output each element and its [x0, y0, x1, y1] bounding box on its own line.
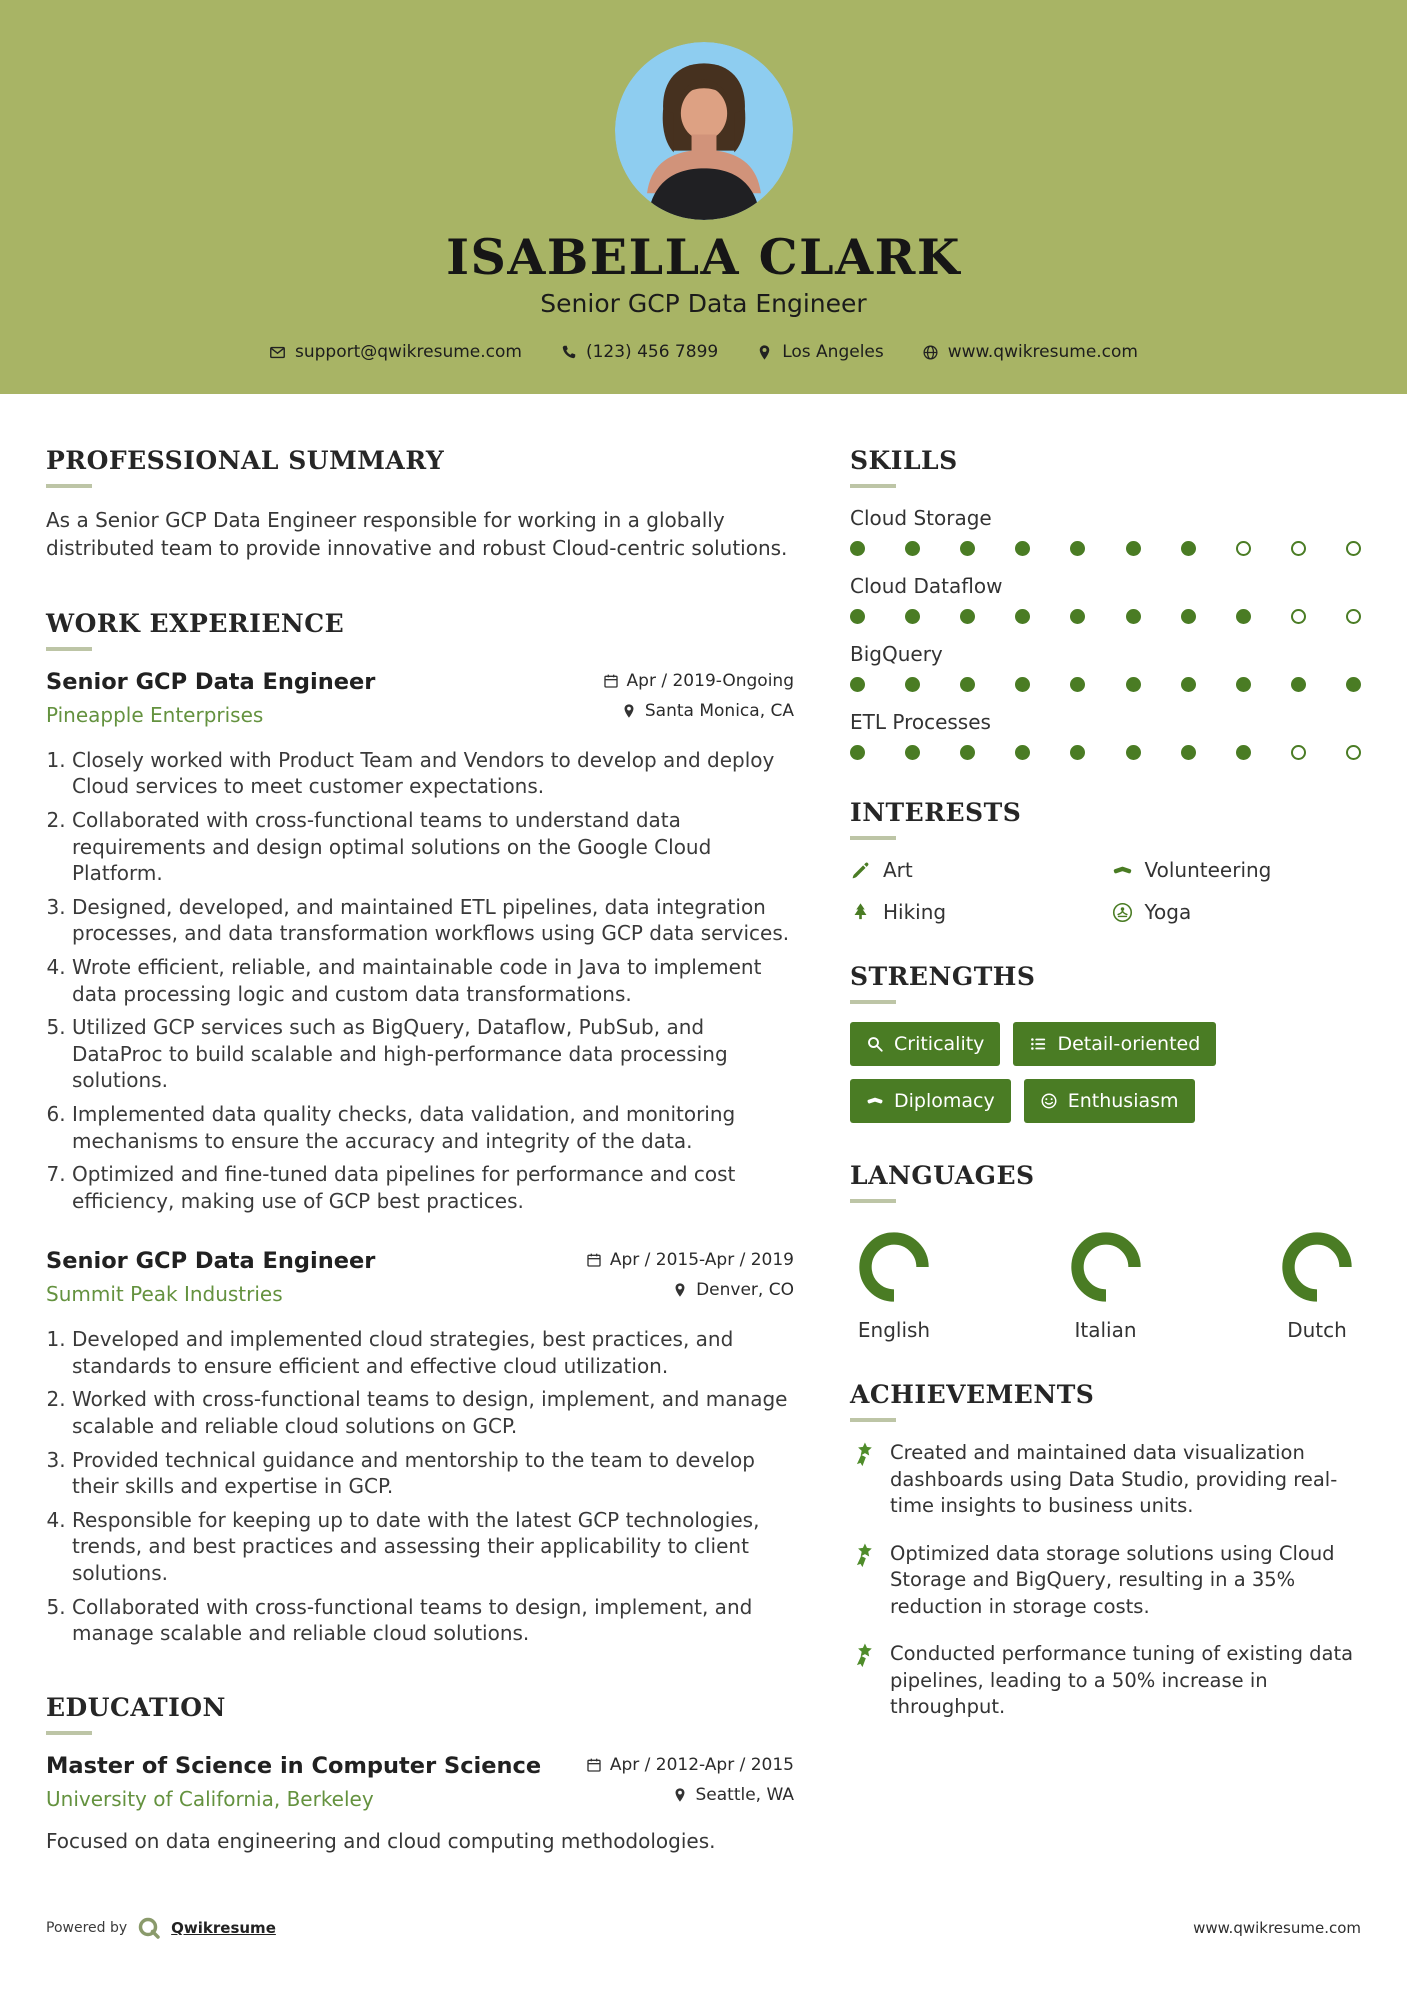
skill-dot	[905, 677, 920, 692]
job-bullet-list	[46, 1326, 794, 1647]
heading-underline	[850, 1418, 896, 1422]
education-title-block	[46, 1753, 541, 1811]
job-dates	[586, 1250, 794, 1270]
contact-location	[756, 342, 884, 362]
skill-dot	[850, 745, 865, 760]
language-level-ring	[1279, 1229, 1355, 1305]
section-heading: WORK EXPERIENCE	[46, 608, 345, 638]
skill-dot	[1070, 677, 1085, 692]
skill-dot	[1070, 745, 1085, 760]
yoga-icon	[1112, 902, 1133, 923]
skill-dot	[1126, 745, 1141, 760]
contact-phone-text: (123) 456 7899	[585, 342, 719, 363]
job-location	[586, 1280, 794, 1300]
award-icon	[850, 1441, 877, 1468]
education-location	[586, 1785, 794, 1805]
phone-icon	[560, 344, 577, 361]
skill-dot	[1291, 745, 1306, 760]
section-heading: PROFESSIONAL SUMMARY	[46, 446, 445, 475]
map-pin-icon	[621, 703, 637, 719]
section-achievements	[850, 1380, 1361, 1721]
job-header	[46, 1248, 794, 1310]
experience-bullet: 1. Developed and implemented cloud strategies, best practices, and standards to ensure efficient and effective cloud utilization.	[72, 1326, 794, 1379]
handshake-icon	[866, 1092, 884, 1110]
skill-dot	[1291, 609, 1306, 624]
contact-phone	[560, 342, 718, 362]
skill-level-dots	[850, 745, 1361, 760]
section-professional-summary	[46, 446, 794, 563]
section-strengths	[850, 962, 1361, 1123]
handshake-icon	[1112, 860, 1133, 881]
strength-label: Diplomacy	[894, 1090, 995, 1112]
interest-label: Art	[883, 858, 913, 882]
interest-item	[850, 858, 1100, 882]
skill-dot	[1346, 745, 1361, 760]
globe-icon	[922, 344, 939, 361]
heading-underline	[46, 484, 92, 488]
avatar-photo	[615, 42, 793, 220]
footer	[0, 1916, 1407, 1990]
interest-item	[1112, 858, 1362, 882]
person-name: ISABELLA CLARK	[446, 228, 961, 286]
language-item	[856, 1229, 932, 1342]
skill-level-dots	[850, 541, 1361, 556]
experience-bullet: 4. Responsible for keeping up to date with the latest GCP technologies, trends, and best practices and assessing their applicability to client solutions.	[72, 1507, 794, 1587]
skill-dot	[960, 541, 975, 556]
heading-underline	[850, 836, 896, 840]
strength-badge	[1013, 1022, 1216, 1066]
achievement-item	[850, 1541, 1361, 1621]
skill-dot	[905, 609, 920, 624]
pine-tree-icon	[850, 902, 871, 923]
achievement-item	[850, 1641, 1361, 1721]
school-name: University of California, Berkeley	[46, 1786, 374, 1811]
skill-dot	[1181, 609, 1196, 624]
skill-level-dots	[850, 609, 1361, 624]
skill-dot	[1070, 609, 1085, 624]
skill-dot	[1346, 609, 1361, 624]
smiley-icon	[1040, 1092, 1058, 1110]
envelope-icon	[269, 344, 286, 361]
education-header	[46, 1753, 794, 1815]
contact-location-text: Los Angeles	[782, 342, 884, 363]
main-content	[0, 446, 1407, 1853]
contact-email	[269, 342, 522, 362]
section-heading: INTERESTS	[850, 798, 1022, 827]
skill-item	[850, 710, 1361, 760]
skill-dot	[1291, 541, 1306, 556]
skill-dot	[1181, 677, 1196, 692]
strength-label: Detail-oriented	[1057, 1033, 1201, 1055]
section-languages	[850, 1161, 1361, 1342]
skill-name: BigQuery	[850, 642, 943, 666]
skill-item	[850, 642, 1361, 692]
award-icon	[850, 1642, 877, 1669]
section-heading: EDUCATION	[46, 1692, 226, 1722]
qwikresume-brand-link[interactable]: Qwikresume	[171, 1919, 276, 1937]
powered-by-label: Powered by	[46, 1920, 128, 1936]
section-education	[46, 1693, 794, 1853]
skill-dot	[1346, 541, 1361, 556]
experience-bullet: 5. Utilized GCP services such as BigQuery, Dataflow, PubSub, and DataProc to build scalable and high-performance data processing solutions.	[72, 1014, 794, 1094]
interest-item	[850, 900, 1100, 924]
language-item	[1068, 1229, 1144, 1342]
qwikresume-logo-icon	[137, 1916, 161, 1940]
skill-dot	[1236, 541, 1251, 556]
section-heading: SKILLS	[850, 446, 958, 475]
contact-row	[269, 342, 1138, 362]
experience-bullet: 1. Closely worked with Product Team and Vendors to develop and deploy Cloud services to meet customer expectations.	[72, 747, 794, 800]
job-entry	[46, 669, 794, 1215]
achievement-text: Optimized data storage solutions using Cloud Storage and BigQuery, resulting in a 35% reduction in storage costs.	[890, 1541, 1335, 1618]
strength-row	[850, 1079, 1361, 1123]
job-title: Senior GCP Data Engineer	[46, 668, 376, 695]
skill-dot	[1291, 677, 1306, 692]
experience-bullet: 7. Optimized and fine-tuned data pipelines for performance and cost efficiency, making use of GCP best practices.	[72, 1161, 794, 1214]
experience-bullet: 3. Provided technical guidance and mentorship to the team to develop their skills and expertise in GCP.	[72, 1447, 794, 1500]
achievement-text: Created and maintained data visualization dashboards using Data Studio, providing real-time insights to business units.	[890, 1441, 1338, 1518]
skill-dot	[1181, 541, 1196, 556]
footer-site-link[interactable]: www.qwikresume.com	[1193, 1919, 1361, 1937]
job-entry	[46, 1248, 794, 1647]
education-meta	[586, 1753, 794, 1815]
skill-name: Cloud Storage	[850, 506, 992, 530]
experience-bullet: 3. Designed, developed, and maintained ETL pipelines, data integration processes, and data transformation workflows using GCP data services.	[72, 894, 794, 947]
skill-level-dots	[850, 677, 1361, 692]
heading-underline	[850, 1199, 896, 1203]
skill-dot	[1346, 677, 1361, 692]
award-icon	[850, 1542, 877, 1569]
heading-underline	[46, 647, 92, 651]
job-dates-text: Apr / 2015-Apr / 2019	[609, 1250, 794, 1271]
calendar-icon	[603, 673, 619, 689]
paintbrush-icon	[850, 860, 871, 881]
skill-dot	[1236, 677, 1251, 692]
achievement-text: Conducted performance tuning of existing data pipelines, leading to a 50% increase in throughput.	[890, 1642, 1354, 1719]
skill-dot	[1126, 677, 1141, 692]
education-dates	[586, 1755, 794, 1775]
job-header	[46, 669, 794, 731]
language-level-ring	[1068, 1229, 1144, 1305]
calendar-icon	[586, 1757, 602, 1773]
strength-badge	[850, 1022, 1000, 1066]
education-note: Focused on data engineering and cloud computing methodologies.	[46, 1828, 716, 1853]
skill-dot	[850, 677, 865, 692]
header	[0, 0, 1407, 394]
language-name: Italian	[1074, 1318, 1137, 1342]
contact-website-text: www.qwikresume.com	[947, 342, 1138, 363]
strength-badge	[850, 1079, 1011, 1123]
job-title-block	[46, 1248, 375, 1306]
skill-dot	[905, 541, 920, 556]
education-location-text: Seattle, WA	[695, 1784, 794, 1805]
map-pin-icon	[756, 344, 773, 361]
job-location-text: Denver, CO	[696, 1280, 794, 1301]
strength-label: Criticality	[894, 1033, 985, 1055]
experience-bullet: 2. Worked with cross-functional teams to design, implement, and manage scalable and reliable cloud solutions on GCP.	[72, 1386, 794, 1439]
job-title: Senior GCP Data Engineer	[46, 1248, 376, 1275]
job-location-text: Santa Monica, CA	[644, 700, 794, 721]
skill-dot	[1126, 609, 1141, 624]
skill-name: ETL Processes	[850, 710, 991, 734]
interest-label: Yoga	[1144, 900, 1192, 924]
right-column	[850, 446, 1361, 1759]
job-dates	[603, 671, 794, 691]
powered-by	[46, 1916, 276, 1940]
section-heading: LANGUAGES	[850, 1161, 1035, 1190]
experience-bullet: 4. Wrote efficient, reliable, and maintainable code in Java to implement data processing logic and custom data transformations.	[72, 954, 794, 1007]
skill-item	[850, 506, 1361, 556]
experience-bullet: 2. Collaborated with cross-functional teams to understand data requirements and design optimal solutions on the Google Cloud Platform.	[72, 807, 794, 887]
interest-label: Hiking	[883, 900, 947, 924]
job-company: Summit Peak Industries	[46, 1282, 283, 1307]
languages-row	[850, 1221, 1361, 1342]
skill-name: Cloud Dataflow	[850, 574, 1003, 598]
job-meta	[586, 1248, 794, 1310]
person-job-title: Senior GCP Data Engineer	[540, 289, 867, 319]
summary-text: As a Senior GCP Data Engineer responsible for working in a globally distributed team to provide innovative and robust Cloud-centric solutions.	[46, 508, 788, 561]
magnifier-icon	[866, 1035, 884, 1053]
skill-dot	[1015, 541, 1030, 556]
detail-list-icon	[1029, 1035, 1047, 1053]
strength-badge	[1024, 1079, 1195, 1123]
language-level-ring	[856, 1229, 932, 1305]
degree-title: Master of Science in Computer Science	[46, 1752, 542, 1779]
section-interests	[850, 798, 1361, 924]
contact-email-text: support@qwikresume.com	[295, 342, 522, 363]
skill-dot	[1070, 541, 1085, 556]
section-work-experience	[46, 609, 794, 1647]
job-location	[603, 701, 794, 721]
skill-dot	[960, 677, 975, 692]
interest-label: Volunteering	[1144, 858, 1272, 882]
job-meta	[603, 669, 794, 731]
heading-underline	[850, 1000, 896, 1004]
contact-website	[922, 342, 1138, 362]
interest-item	[1112, 900, 1362, 924]
avatar	[615, 42, 793, 220]
interests-grid	[850, 858, 1361, 924]
map-pin-icon	[672, 1787, 688, 1803]
heading-underline	[850, 484, 896, 488]
job-title-block	[46, 669, 375, 727]
job-company: Pineapple Enterprises	[46, 702, 264, 727]
strength-row	[850, 1022, 1361, 1066]
education-dates-text: Apr / 2012-Apr / 2015	[609, 1754, 794, 1775]
skill-dot	[905, 745, 920, 760]
section-heading: STRENGTHS	[850, 962, 1036, 991]
left-column	[46, 446, 794, 1853]
achievement-item	[850, 1440, 1361, 1520]
job-bullet-list	[46, 747, 794, 1215]
calendar-icon	[586, 1252, 602, 1268]
skill-dot	[1236, 745, 1251, 760]
section-heading: ACHIEVEMENTS	[850, 1380, 1095, 1409]
skill-item	[850, 574, 1361, 624]
skill-dot	[1126, 541, 1141, 556]
skill-dot	[1236, 609, 1251, 624]
skill-dot	[1015, 609, 1030, 624]
section-skills	[850, 446, 1361, 760]
skill-dot	[960, 745, 975, 760]
language-item	[1279, 1229, 1355, 1342]
skill-dot	[850, 609, 865, 624]
skill-dot	[1015, 745, 1030, 760]
skill-dot	[1181, 745, 1196, 760]
heading-underline	[46, 1731, 92, 1735]
skill-dot	[960, 609, 975, 624]
experience-bullet: 5. Collaborated with cross-functional teams to design, implement, and manage scalable and reliable cloud solutions.	[72, 1594, 794, 1647]
map-pin-icon	[672, 1282, 688, 1298]
experience-bullet: 6. Implemented data quality checks, data validation, and monitoring mechanisms to ensure the accuracy and integrity of the data.	[72, 1101, 794, 1154]
language-name: Dutch	[1287, 1318, 1347, 1342]
language-name: English	[857, 1318, 931, 1342]
strength-label: Enthusiasm	[1067, 1090, 1179, 1112]
skill-dot	[850, 541, 865, 556]
job-dates-text: Apr / 2019-Ongoing	[626, 670, 794, 691]
skill-dot	[1015, 677, 1030, 692]
